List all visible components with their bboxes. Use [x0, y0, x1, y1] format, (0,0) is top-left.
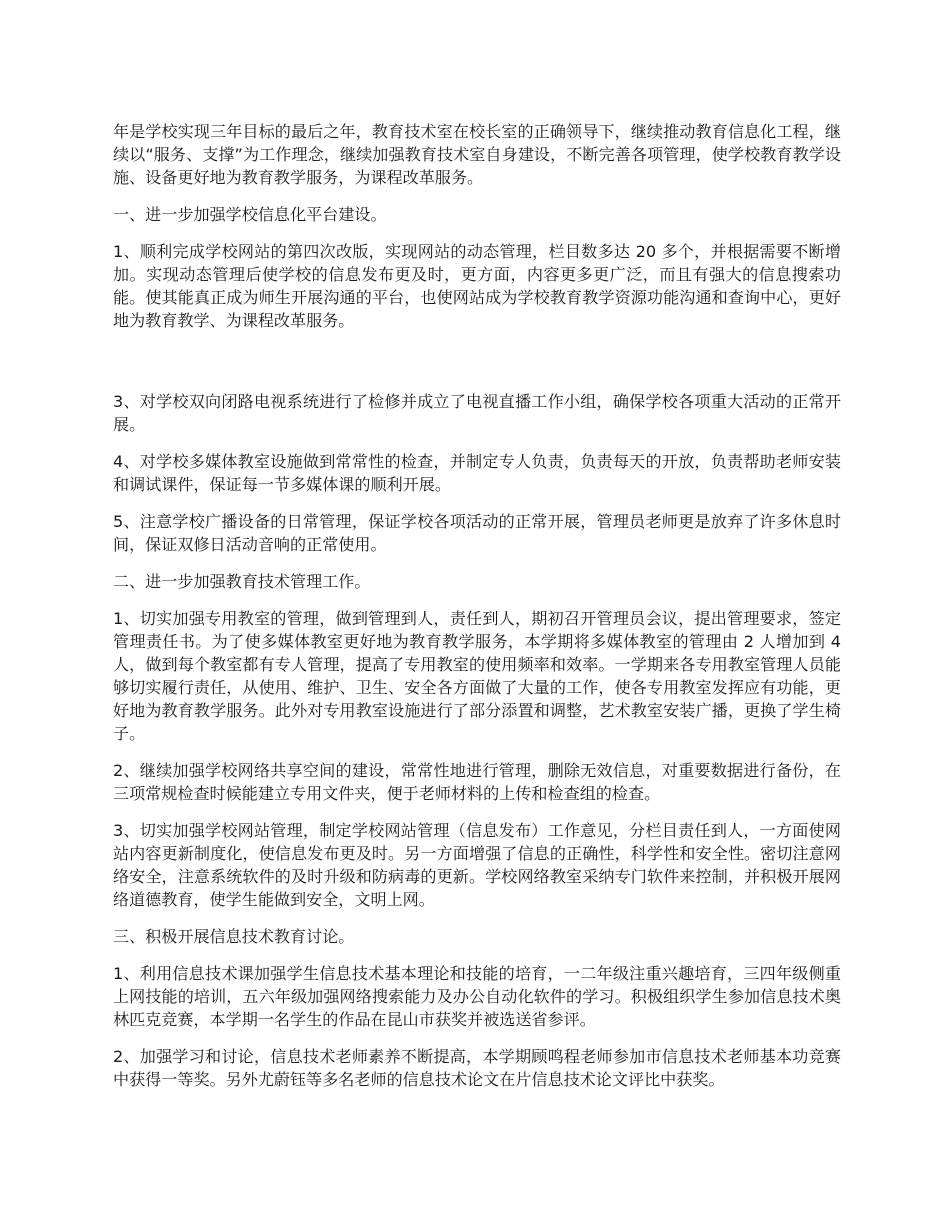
- item-paragraph: 3、切实加强学校网站管理，制定学校网站管理（信息发布）工作意见，分栏目责任到人，一方面使网站内容更新制度化，使信息发布更及时。另一方面增强了信息的正确性，科学性和安全性。密切注意网络安全，注意系统软件的及时升级和防病毒的更新。学校网络教室采纳专门软件来控制，并积极开展网络道德教育，使学生能做到安全，文明上网。: [113, 821, 841, 909]
- item-paragraph: 1、切实加强专用教室的管理，做到管理到人，责任到人，期初召开管理员会议，提出管理要求，签定管理责任书。为了使多媒体教室更好地为教育教学服务，本学期将多媒体教室的管理由 2 人增加到 4 人，做到每个教室都有专人管理，提高了专用教室的使用频率和效率。一学期来各专用教室管理人员能够切实履行责任，从使用、维护、卫生、安全各方面做了大量的工作，使各专用教室发挥应有功能，更好地为教育教学服务。此外对专用教室设施进行了部分添置和调整，艺术教室安装广播，更换了学生椅子。: [113, 609, 841, 743]
- section-heading-3: 三、积极开展信息技术教育讨论。: [113, 927, 355, 946]
- item-paragraph: 3、对学校双向闭路电视系统进行了检修并成立了电视直播工作小组，确保学校各项重大活动的正常开展。: [113, 392, 841, 434]
- blank-gap: [113, 346, 841, 390]
- item-paragraph: 4、对学校多媒体教室设施做到常常性的检查，并制定专人负责，负责每天的开放，负责帮助老师安装和调试课件，保证每一节多媒体课的顺利开展。: [113, 452, 841, 494]
- item-paragraph: 2、继续加强学校网络共享空间的建设，常常性地进行管理，删除无效信息，对重要数据进行备份，在三项常规检查时候能建立专用文件夹，便于老师材料的上传和检查组的检查。: [113, 761, 841, 803]
- section-heading-2: 二、进一步加强教育技术管理工作。: [113, 572, 371, 591]
- item-paragraph: 1、顺利完成学校网站的第四次改版，实现网站的动态管理，栏目数多达 20 多个，并根据需要不断增加。实现动态管理后使学校的信息发布更及时，更方面，内容更多更广泛，而且有强大的信息搜索功能。使其能真正成为师生开展沟通的平台，也使网站成为学校教育教学资源功能沟通和查询中心，更好地为教育教学、为课程改革服务。: [113, 242, 841, 330]
- item-paragraph: 2、加强学习和讨论，信息技术老师素养不断提高，本学期顾鸣程老师参加市信息技术老师基本功竞赛中获得一等奖。另外尤蔚钰等多名老师的信息技术论文在片信息技术论文评比中获奖。: [113, 1047, 841, 1089]
- document-body: [113, 120, 841, 1105]
- item-paragraph: 5、注意学校广播设备的日常管理，保证学校各项活动的正常开展，管理员老师更是放弃了许多休息时间，保证双修日活动音响的正常使用。: [113, 512, 841, 554]
- section-heading-1: 一、进一步加强学校信息化平台建设。: [113, 205, 387, 224]
- item-paragraph: 1、利用信息技术课加强学生信息技术基本理论和技能的培育，一二年级注重兴趣培育，三四年级侧重上网技能的培训，五六年级加强网络搜索能力及办公自动化软件的学习。积极组织学生参加信息技术奥林匹克竞赛，本学期一名学生的作品在昆山市获奖并被选送省参评。: [113, 964, 841, 1029]
- intro-paragraph: 年是学校实现三年目标的最后之年，教育技术室在校长室的正确领导下，继续推动教育信息化工程，继续以“服务、支撑”为工作理念，继续加强教育技术室自身建设，不断完善各项管理，使学校教育教学设施、设备更好地为教育教学服务，为课程改革服务。: [113, 122, 841, 187]
